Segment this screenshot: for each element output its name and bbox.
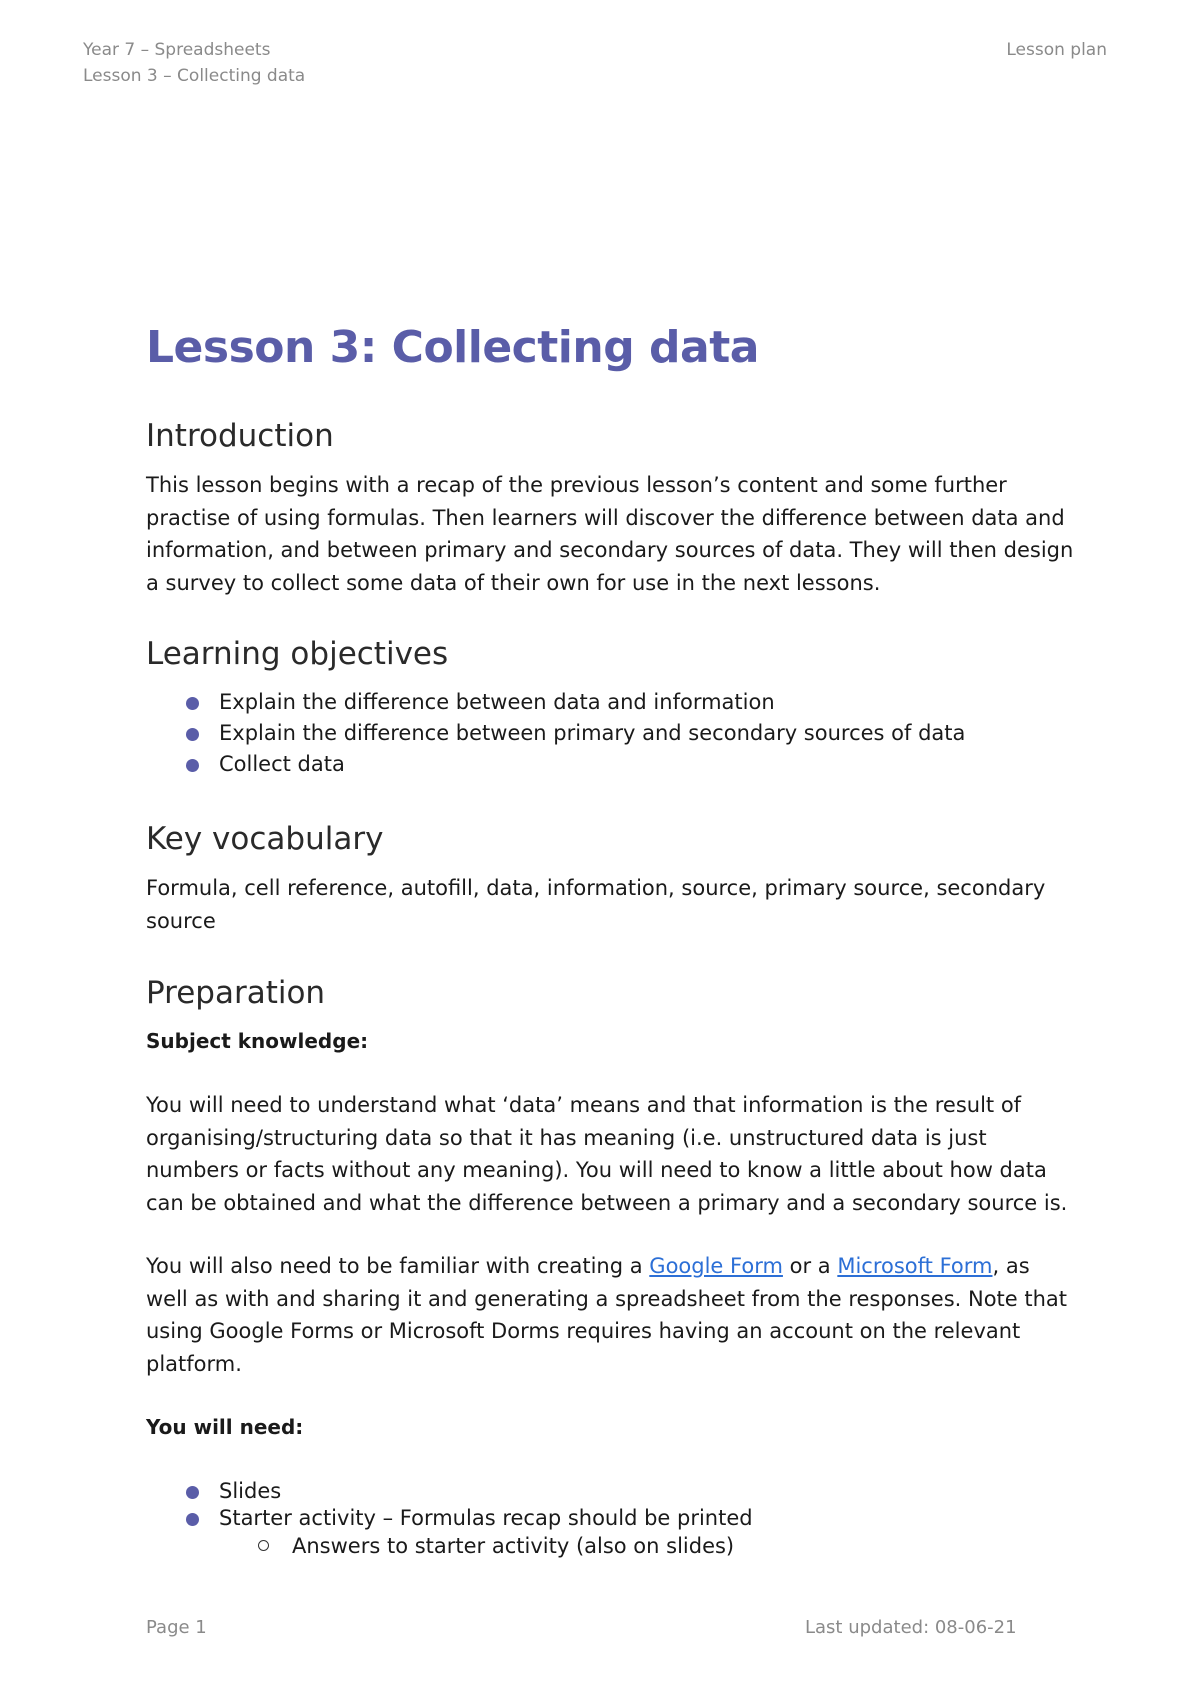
google-form-link[interactable]: Google Form — [649, 1254, 783, 1278]
subject-knowledge-text: You will need to understand what ‘data’ means and that information is the result of organising/structuring data so that it has meaning (i.e. unstructured data is just numbers or facts without any meaning). You will need to know a little about how data can be obtained and what the difference between a primary and a secondary source is. — [146, 1093, 1068, 1215]
introduction-text: This lesson begins with a recap of the previous lesson’s content and some further practise of using formulas. Then learners will discover the difference between data and information, and between primary and secondary sources of data. They will then design a survey to collect some data of their own for use in the next lessons. — [146, 473, 1074, 595]
needs-list — [146, 1478, 753, 1560]
list-item: Starter activity – Formulas recap should be printed — [146, 1505, 753, 1532]
page-title: Lesson 3: Collecting data — [146, 322, 759, 373]
header-doc-type: Lesson plan — [1006, 40, 1107, 60]
bullet-icon — [186, 1513, 199, 1526]
bullet-icon — [186, 759, 199, 772]
introduction-heading: Introduction — [146, 418, 334, 454]
vocabulary-text: Formula, cell reference, autofill, data, information, source, primary source, secondary source — [146, 876, 1046, 933]
list-item: Slides — [146, 1478, 753, 1505]
bullet-icon — [186, 697, 199, 710]
list-item: Explain the difference between data and information — [146, 687, 965, 718]
microsoft-form-link[interactable]: Microsoft Form — [837, 1254, 993, 1278]
hollow-bullet-icon — [258, 1540, 269, 1551]
footer-page-number: Page 1 — [146, 1617, 207, 1638]
objectives-heading: Learning objectives — [146, 636, 449, 672]
objectives-list — [146, 687, 965, 780]
list-item: Explain the difference between primary and secondary sources of data — [146, 718, 965, 749]
forms-paragraph: You will also need to be familiar with creating a Google Form or a Microsoft Form, as well as with and sharing it and generating a spreadsheet from the responses. Note that using Google Forms or Microsoft Dorms requires having an account on the relevant platform. — [146, 1254, 1068, 1376]
footer-last-updated: Last updated: 08-06-21 — [805, 1617, 1017, 1638]
list-item: Collect data — [146, 749, 965, 780]
bullet-icon — [186, 728, 199, 741]
header-lesson: Lesson 3 – Collecting data — [83, 66, 306, 86]
vocabulary-heading: Key vocabulary — [146, 821, 384, 857]
header-course: Year 7 – Spreadsheets — [83, 40, 271, 60]
preparation-heading: Preparation — [146, 975, 326, 1011]
list-item: Answers to starter activity (also on slides) — [146, 1532, 753, 1560]
subject-knowledge-label: Subject knowledge: — [146, 1029, 369, 1053]
you-will-need-label: You will need: — [146, 1415, 304, 1439]
bullet-icon — [186, 1486, 199, 1499]
